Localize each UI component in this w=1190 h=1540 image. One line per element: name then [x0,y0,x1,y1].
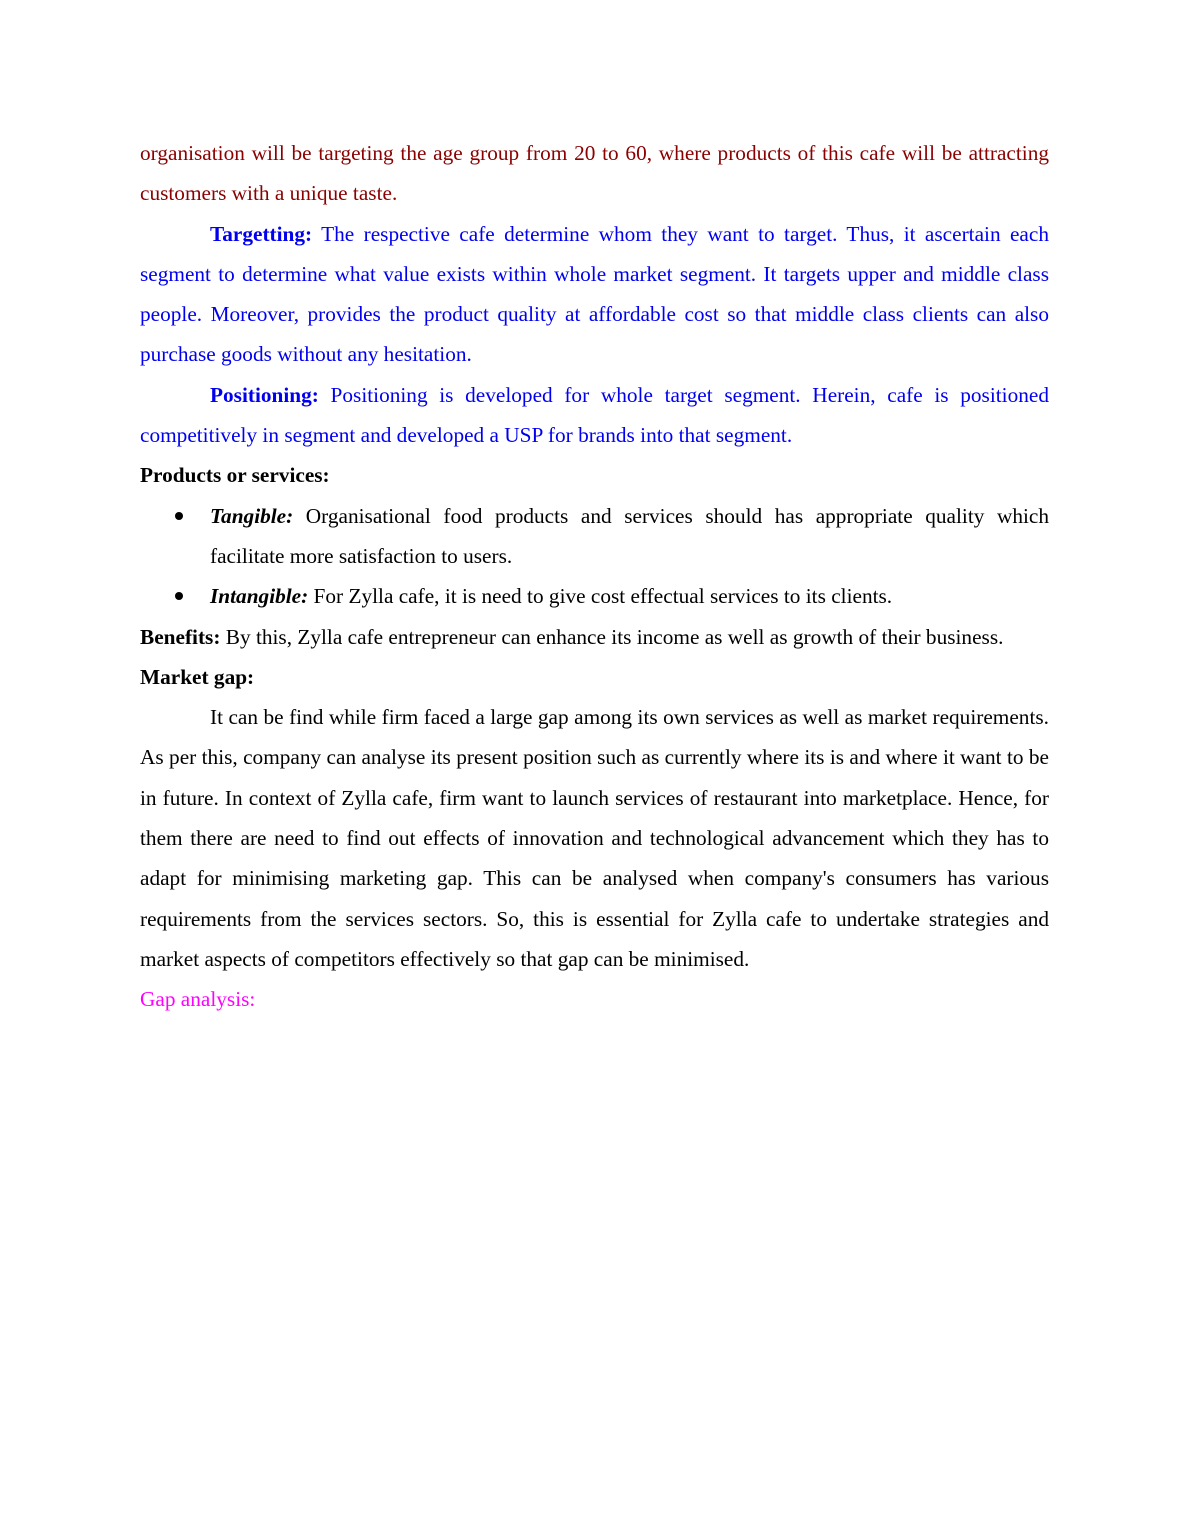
gap-analysis-heading: Gap analysis: [140,987,256,1012]
market-gap-heading: Market gap: [140,664,255,689]
bullet-icon [175,512,183,520]
segmentation-paragraph [140,133,1049,214]
benefits-paragraph [140,617,1049,657]
list-item [140,496,1049,577]
intangible-term: Intangible: [210,584,309,609]
tangible-text: Organisational food products and services should has appropriate quality which facilitate more satisfaction to users. [210,503,1049,568]
products-list [140,496,1049,617]
targeting-label: Targetting: [210,221,313,246]
document-page [140,133,1049,1020]
tangible-term: Tangible: [210,503,294,528]
benefits-text: By this, Zylla cafe entrepreneur can enhance its income as well as growth of their business. [220,624,1004,649]
targeting-text: The respective cafe determine whom they want to target. Thus, it ascertain each segment to determine what value exists within whole market segment. It targets upper and middle class people. Moreover, provides the product quality at affordable cost so that middle class clients can also purchase goods without any hesitation. [140,221,1049,367]
intangible-text: For Zylla cafe, it is need to give cost effectual services to its clients. [308,584,893,609]
positioning-label: Positioning: [210,382,319,407]
positioning-text: Positioning is developed for whole target segment. Herein, cafe is positioned competitively in segment and developed a USP for brands into that segment. [140,382,1049,448]
market-gap-paragraph: It can be find while firm faced a large gap among its own services as well as market requirements. As per this, company can analyse its present position such as currently where its is and where it want to be in future. In context of Zylla cafe, firm want to launch services of restaurant into marketplace. Hence, for them there are need to find out effects of innovation and technological advancement which they has to adapt for minimising marketing gap. This can be analysed when company's consumers has various requirements from the services sectors. So, this is essential for Zylla cafe to undertake strategies and market aspects of competitors effectively so that gap can be minimised. [140,705,1049,971]
benefits-label: Benefits: [140,624,221,649]
list-item [140,576,1049,616]
products-heading: Products or services: [140,463,330,488]
bullet-icon [175,592,183,600]
targeting-paragraph [140,214,1049,375]
segmentation-text: organisation will be targeting the age group from 20 to 60, where products of this cafe will be attracting customers with a unique taste. [140,141,1049,206]
positioning-paragraph [140,375,1049,456]
